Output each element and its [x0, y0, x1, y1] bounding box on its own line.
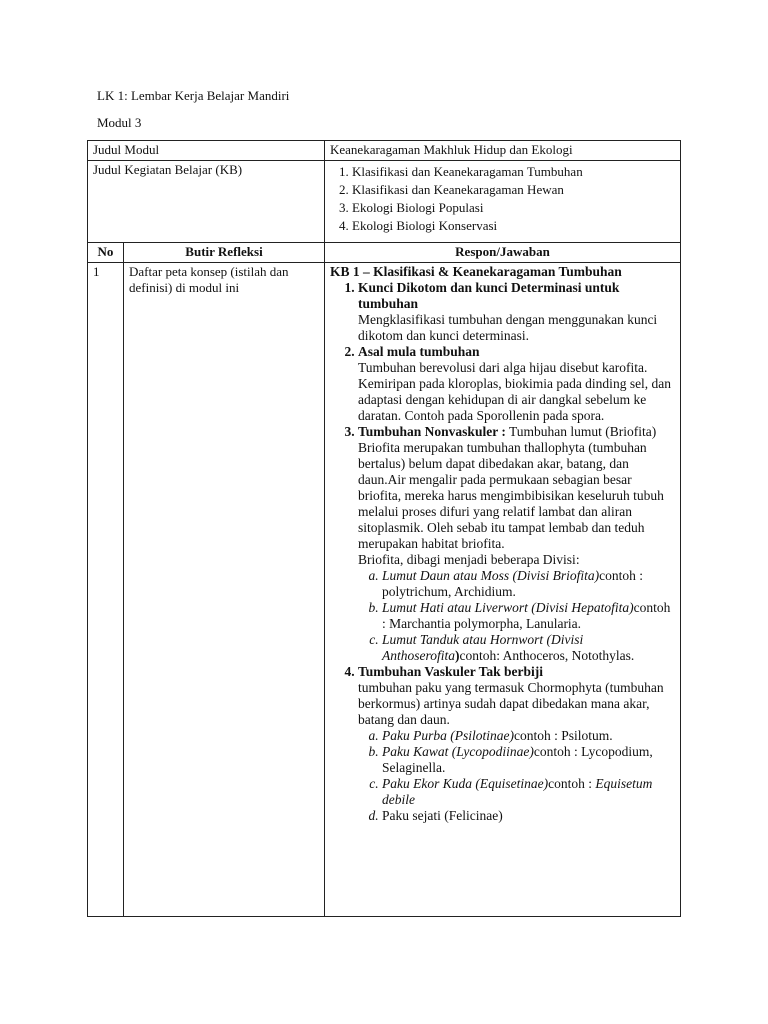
sub-item-name: Lumut Hati atau Liverwort (Divisi Hepatofita): [382, 600, 634, 615]
sub-item-example: contoh : Psilotum.: [513, 728, 613, 743]
kb-item: 3. Ekologi Biologi Populasi: [352, 200, 675, 216]
point-item: [358, 280, 675, 344]
sub-item: [382, 632, 675, 664]
sub-item: [382, 568, 675, 600]
sub-item-example: contoh : Lycopodium, Selaginella.: [382, 744, 653, 775]
respon-jawaban: [325, 263, 681, 917]
kb-list: [330, 164, 675, 234]
module-title-label: Judul Modul: [88, 141, 325, 161]
module-title-value: Keanekaragaman Makhluk Hidup dan Ekologi: [325, 141, 681, 161]
col-header-butir: Butir Refleksi: [124, 243, 325, 263]
sub-item-species: Equisetum debile: [382, 776, 653, 807]
sub-item: [382, 808, 675, 824]
sub-list: [358, 568, 675, 664]
sub-item-name: Paku Purba (Psilotinae): [382, 728, 514, 743]
sub-item-example: contoh : Marchantia polymorpha, Lanularia.: [382, 600, 671, 631]
sub-item: [382, 600, 675, 632]
row-number: 1: [88, 263, 124, 917]
sub-item: [382, 744, 675, 776]
sub-item-name: Paku Ekor Kuda (Equisetinae): [382, 776, 549, 791]
sub-item-contoh: contoh:: [459, 648, 500, 663]
point-title: Tumbuhan Nonvaskuler :: [358, 424, 506, 439]
kb-list-cell: [325, 161, 681, 243]
worksheet-table: [87, 140, 681, 917]
module-label: Modul 3: [97, 115, 142, 130]
kb-item: 4. Ekologi Biologi Konservasi: [352, 218, 675, 234]
point-title: Kunci Dikotom dan kunci Determinasi untuk tumbuhan: [358, 280, 620, 311]
kb1-heading: KB 1 – Klasifikasi & Keanekaragaman Tumbuhan: [330, 264, 622, 279]
kb-item: 2. Klasifikasi dan Keanekaragaman Hewan: [352, 182, 675, 198]
point-text: Briofita, dibagi menjadi beberapa Divisi:: [358, 552, 580, 567]
col-header-no: No: [88, 243, 124, 263]
table-row: [88, 263, 681, 917]
sub-item-example: contoh :: [548, 776, 596, 791]
sub-item-name: Lumut Daun atau Moss (Divisi Briofita): [382, 568, 600, 583]
sub-item: [382, 776, 675, 808]
point-text: Tumbuhan berevolusi dari alga hijau disebut karofita. Kemiripan pada kloroplas, biokimia pada dinding sel, dan adaptasi dengan kehidupan di air dangkal sebelum ke daratan. Contoh pada Sporollenin pada spora.: [358, 360, 672, 423]
point-text: tumbuhan paku yang termasuk Chormophyta (tumbuhan berkormus) artinya sudah dapat dibedakan mana akar, batang dan daun.: [358, 680, 664, 727]
row-kb-title: [88, 161, 681, 243]
sub-item-name: Paku sejati (Felicinae): [382, 808, 503, 823]
butir-refleksi: Daftar peta konsep (istilah dan definisi) di modul ini: [124, 263, 325, 917]
point-title: Asal mula tumbuhan: [358, 344, 480, 359]
col-header-respon: Respon/Jawaban: [325, 243, 681, 263]
sub-item-example: Anthoceros, Notothylas.: [500, 648, 635, 663]
point-item: [358, 424, 675, 664]
kb-title-label: Judul Kegiatan Belajar (KB): [88, 161, 325, 243]
point-title-rest: Tumbuhan lumut (Briofita): [505, 424, 657, 439]
page-title: LK 1: Lembar Kerja Belajar Mandiri: [97, 88, 290, 103]
sub-list: [358, 728, 675, 824]
sub-item-name: Paku Kawat (Lycopodiinae): [382, 744, 534, 759]
kb-item: 1. Klasifikasi dan Keanekaragaman Tumbuhan: [352, 164, 675, 180]
sub-item-example: contoh : polytrichum, Archidium.: [382, 568, 644, 599]
sub-item-paren: ): [455, 648, 460, 663]
table-header-row: [88, 243, 681, 263]
kb1-points: [330, 280, 675, 824]
sub-item-name: Lumut Tanduk atau Hornwort (Divisi Anthoserofita: [382, 632, 584, 663]
point-text: Briofita merupakan tumbuhan thallophyta (tumbuhan bertalus) belum dapat dibedakan akar, batang, dan daun.Air mengalir pada permukaan sebagian besar briofita, mereka harus mengimbibisikan keseluruh tubuh melalui proses difuri yang relatif lambat dan aliran sitoplasmik. Oleh sebab itu tampat lembab dan teduh merupakan habitat briofita.: [358, 440, 664, 551]
point-item: [358, 344, 675, 424]
sub-item: [382, 728, 675, 744]
point-text: Mengklasifikasi tumbuhan dengan menggunakan kunci dikotom dan kunci determinasi.: [358, 312, 658, 343]
row-module-title: [88, 141, 681, 161]
point-item: [358, 664, 675, 824]
point-title: Tumbuhan Vaskuler Tak berbiji: [358, 664, 543, 679]
